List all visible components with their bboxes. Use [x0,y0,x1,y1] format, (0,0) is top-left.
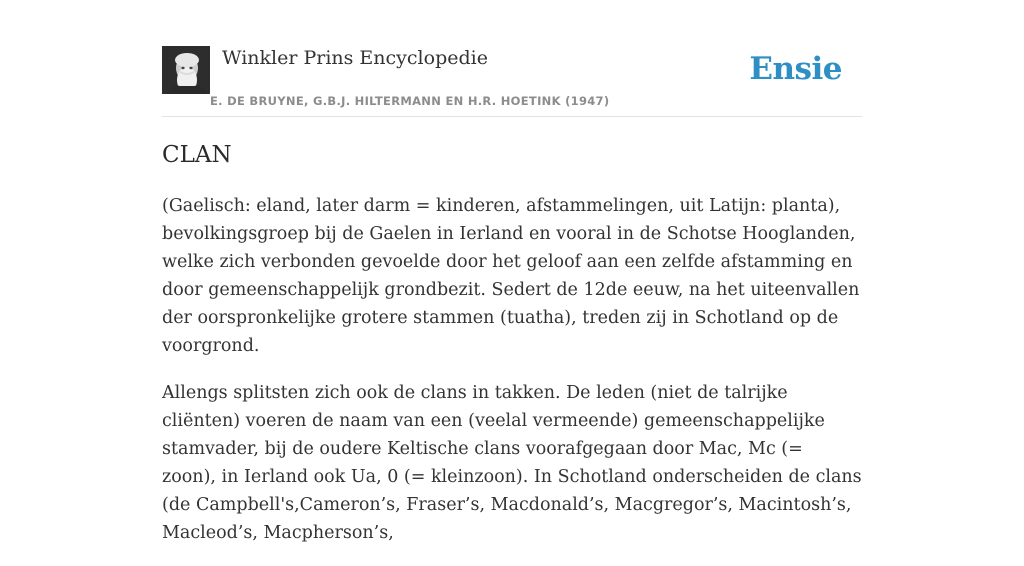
article-paragraph: (Gaelisch: eland, later darm = kinderen, afstammelingen, uit Latijn: planta), bevolkingsgroep bij de Gaelen in Ierland en vooral in de Schotse Hooglanden, welke zich verbonden gevoelde door het geloof aan een zelfde afstamming en door gemeenschappelijk grondbezit. Sedert de 12de eeuw, na het uiteenvallen der oorspronkelijke grotere stammen (tuatha), treden zij in Schotland op de voorgrond. [162,196,860,356]
ensie-logo[interactable]: Ensie [749,51,842,87]
source-authors: E. DE BRUYNE, G.B.J. HILTERMANN EN H.R. HOETINK (1947) [210,94,610,108]
source-header [162,46,862,117]
article-paragraph: Allengs splitsten zich ook de clans in takken. De leden (niet de talrijke cliënten) voeren de naam van een (veelal vermeende) gemeenschappelijke stamvader, bij de oudere Keltische clans voorafgegaan door Mac, Mc (= zoon), in Ierland ook Ua, 0 (= kleinzoon). In Schotland onderscheiden de clans (de Campbell's,Cameron’s, Fraser’s, Macdonald’s, Macgregor’s, Macintosh’s, Macleod’s, Macpherson’s, [162,383,862,543]
author-portrait-icon [162,46,210,94]
source-title[interactable]: Winkler Prins Encyclopedie [222,47,488,69]
entry-title: CLAN [162,142,232,168]
article-body [162,192,862,566]
